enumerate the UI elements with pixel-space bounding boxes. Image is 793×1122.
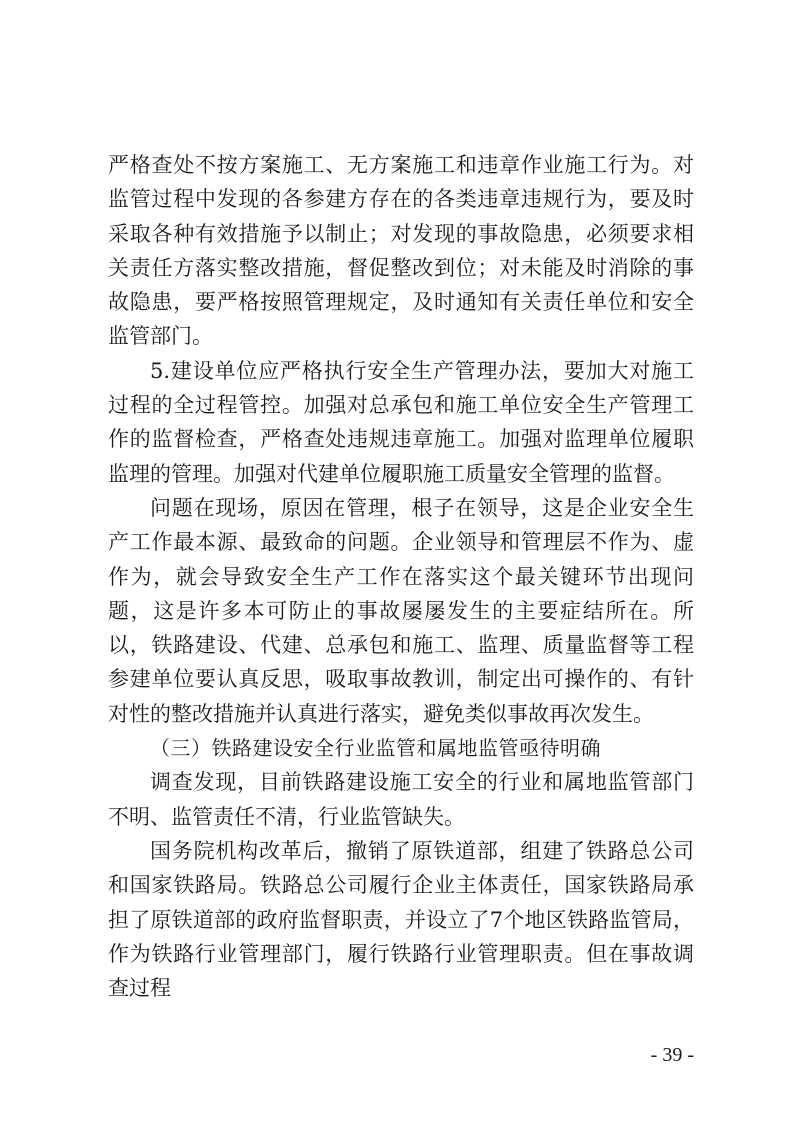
paragraph-5: 调查发现，目前铁路建设施工安全的行业和属地监管部门不明、监管责任不清，行业监管缺失。 (108, 770, 694, 829)
paragraph-1: 严格查处不按方案施工、无方案施工和违章作业施工行为。对监管过程中发现的各参建方存在的各类违章违规行为，要及时采取各种有效措施予以制止；对发现的事故隐患，必须要求相关责任方落实整改措施，督促整改到位；对未能及时消除的事故隐患，要严格按照管理规定，及时通知有关责任单位和安全监管部门。 (108, 153, 694, 349)
paragraph-2: 5.建设单位应严格执行安全生产管理办法，要加大对施工过程的全过程管控。加强对总承包和施工单位安全生产管理工作的监督检查，严格查处违规违章施工。加强对监理单位履职监理的管理。加强对代建单位履职施工质量安全管理的监督。 (108, 358, 694, 486)
paragraph-6: 国务院机构改革后，撤销了原铁道部，组建了铁路总公司和国家铁路局。铁路总公司履行企业主体责任，国家铁路局承担了原铁道部的政府监督职责，并设立了7个地区铁路监管局，作为铁路行业管理部门，履行铁路行业管理职责。但在事故调查过程 (108, 838, 694, 1001)
paragraph-3: 问题在现场，原因在管理，根子在领导，这是企业安全生产工作最本源、最致命的问题。企业领导和管理层不作为、虚作为，就会导致安全生产工作在落实这个最关键环节出现问题，这是许多本可防止的事故屡屡发生的主要症结所在。所以，铁路建设、代建、总承包和施工、监理、质量监督等工程参建单位要认真反思，吸取事故教训，制定出可操作的、有针对性的整改措施并认真进行落实，避免类似事故再次发生。 (108, 495, 694, 726)
page-number: - 39 - (650, 1044, 694, 1066)
document-body (108, 148, 694, 1005)
section-heading: （三）铁路建设安全行业监管和属地监管亟待明确 (150, 736, 601, 761)
